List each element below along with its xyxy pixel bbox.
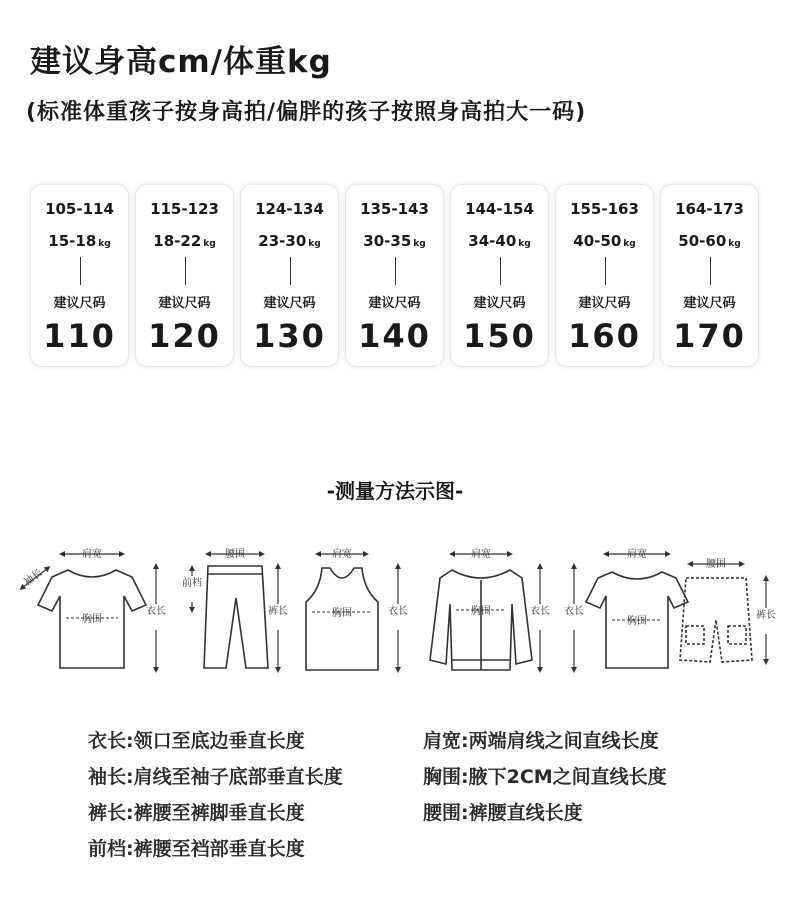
page-title: 建议身高cm/体重kg bbox=[30, 44, 332, 80]
length-label-1: 衣长 bbox=[146, 606, 166, 617]
size-card bbox=[660, 184, 759, 367]
tank-top-outline-icon bbox=[306, 568, 378, 670]
sleeve-label: 袖长 bbox=[22, 567, 45, 589]
shoulder-label-4: 肩宽 bbox=[627, 549, 647, 560]
waist-label: 腰围 bbox=[225, 549, 245, 560]
size-card bbox=[135, 184, 234, 367]
recommend-label: 建议尺码 bbox=[368, 296, 421, 311]
length-label-5: 衣长 bbox=[564, 606, 584, 617]
shorts-outline-icon bbox=[680, 578, 752, 662]
note-item: 腰围:裤腰直线长度 bbox=[423, 802, 583, 824]
weight-range: 34-40 kg bbox=[468, 232, 531, 250]
length-label-3: 衣长 bbox=[388, 606, 408, 617]
divider-line bbox=[500, 257, 501, 285]
chest-label-2: 胸围 bbox=[332, 608, 352, 619]
chest-label-1: 胸围 bbox=[82, 614, 102, 625]
note-item: 袖长:肩线至袖子底部垂直长度 bbox=[88, 766, 343, 788]
weight-range: 15-18 kg bbox=[48, 232, 111, 250]
measurement-diagram bbox=[0, 540, 790, 690]
weight-range: 23-30 kg bbox=[258, 232, 321, 250]
length-label-4: 衣长 bbox=[530, 606, 550, 617]
size-card bbox=[240, 184, 339, 367]
divider-line bbox=[290, 257, 291, 285]
height-range: 155-163 bbox=[570, 200, 639, 218]
divider-line bbox=[395, 257, 396, 285]
recommend-label: 建议尺码 bbox=[683, 296, 736, 311]
size-value: 110 bbox=[43, 317, 116, 355]
recommend-label: 建议尺码 bbox=[53, 296, 106, 311]
height-range: 164-173 bbox=[675, 200, 744, 218]
trousers-outline-icon bbox=[204, 566, 268, 668]
size-value: 140 bbox=[358, 317, 431, 355]
recommend-label: 建议尺码 bbox=[578, 296, 631, 311]
size-card bbox=[450, 184, 549, 367]
jacket-outline-icon bbox=[430, 570, 532, 670]
size-card bbox=[345, 184, 444, 367]
shoulder-label-2: 肩宽 bbox=[332, 549, 352, 560]
height-range: 135-143 bbox=[360, 200, 429, 218]
weight-range: 18-22 kg bbox=[153, 232, 216, 250]
height-range: 115-123 bbox=[150, 200, 219, 218]
note-item: 裤长:裤腰至裤脚垂直长度 bbox=[88, 802, 305, 824]
note-item: 前档:裤腰至裆部垂直长度 bbox=[88, 838, 305, 860]
recommend-label: 建议尺码 bbox=[263, 296, 316, 311]
front-rise-label: 前档 bbox=[182, 578, 202, 589]
divider-line bbox=[710, 257, 711, 285]
waist-label-2: 腰围 bbox=[706, 559, 726, 570]
size-value: 120 bbox=[148, 317, 221, 355]
size-card bbox=[30, 184, 129, 367]
page-subtitle: (标准体重孩子按身高拍/偏胖的孩子按照身高拍大一码) bbox=[26, 100, 587, 125]
size-value: 130 bbox=[253, 317, 326, 355]
divider-line bbox=[80, 257, 81, 285]
pant-length-label-1: 裤长 bbox=[268, 606, 288, 617]
note-item: 肩宽:两端肩线之间直线长度 bbox=[423, 730, 659, 752]
pant-length-label-2: 裤长 bbox=[756, 610, 776, 621]
divider-line bbox=[605, 257, 606, 285]
divider-line bbox=[185, 257, 186, 285]
note-item: 胸围:腋下2CM之间直线长度 bbox=[423, 766, 667, 788]
measure-section-title: -测量方法示图- bbox=[326, 479, 464, 503]
recommend-label: 建议尺码 bbox=[158, 296, 211, 311]
height-range: 105-114 bbox=[45, 200, 114, 218]
size-value: 150 bbox=[463, 317, 536, 355]
weight-range: 30-35 kg bbox=[363, 232, 426, 250]
measurement-notes bbox=[88, 726, 728, 860]
size-chart bbox=[30, 184, 759, 367]
height-range: 124-134 bbox=[255, 200, 324, 218]
weight-range: 50-60 kg bbox=[678, 232, 741, 250]
size-value: 170 bbox=[673, 317, 746, 355]
chest-label-4: 胸围 bbox=[627, 616, 647, 627]
height-range: 144-154 bbox=[465, 200, 534, 218]
weight-range: 40-50 kg bbox=[573, 232, 636, 250]
shoulder-label-1: 肩宽 bbox=[82, 549, 102, 560]
shoulder-label-3: 肩宽 bbox=[471, 549, 491, 560]
size-card bbox=[555, 184, 654, 367]
note-item: 衣长:领口至底边垂直长度 bbox=[88, 730, 305, 752]
recommend-label: 建议尺码 bbox=[473, 296, 526, 311]
size-value: 160 bbox=[568, 317, 641, 355]
chest-label-3: 胸围 bbox=[471, 606, 491, 617]
